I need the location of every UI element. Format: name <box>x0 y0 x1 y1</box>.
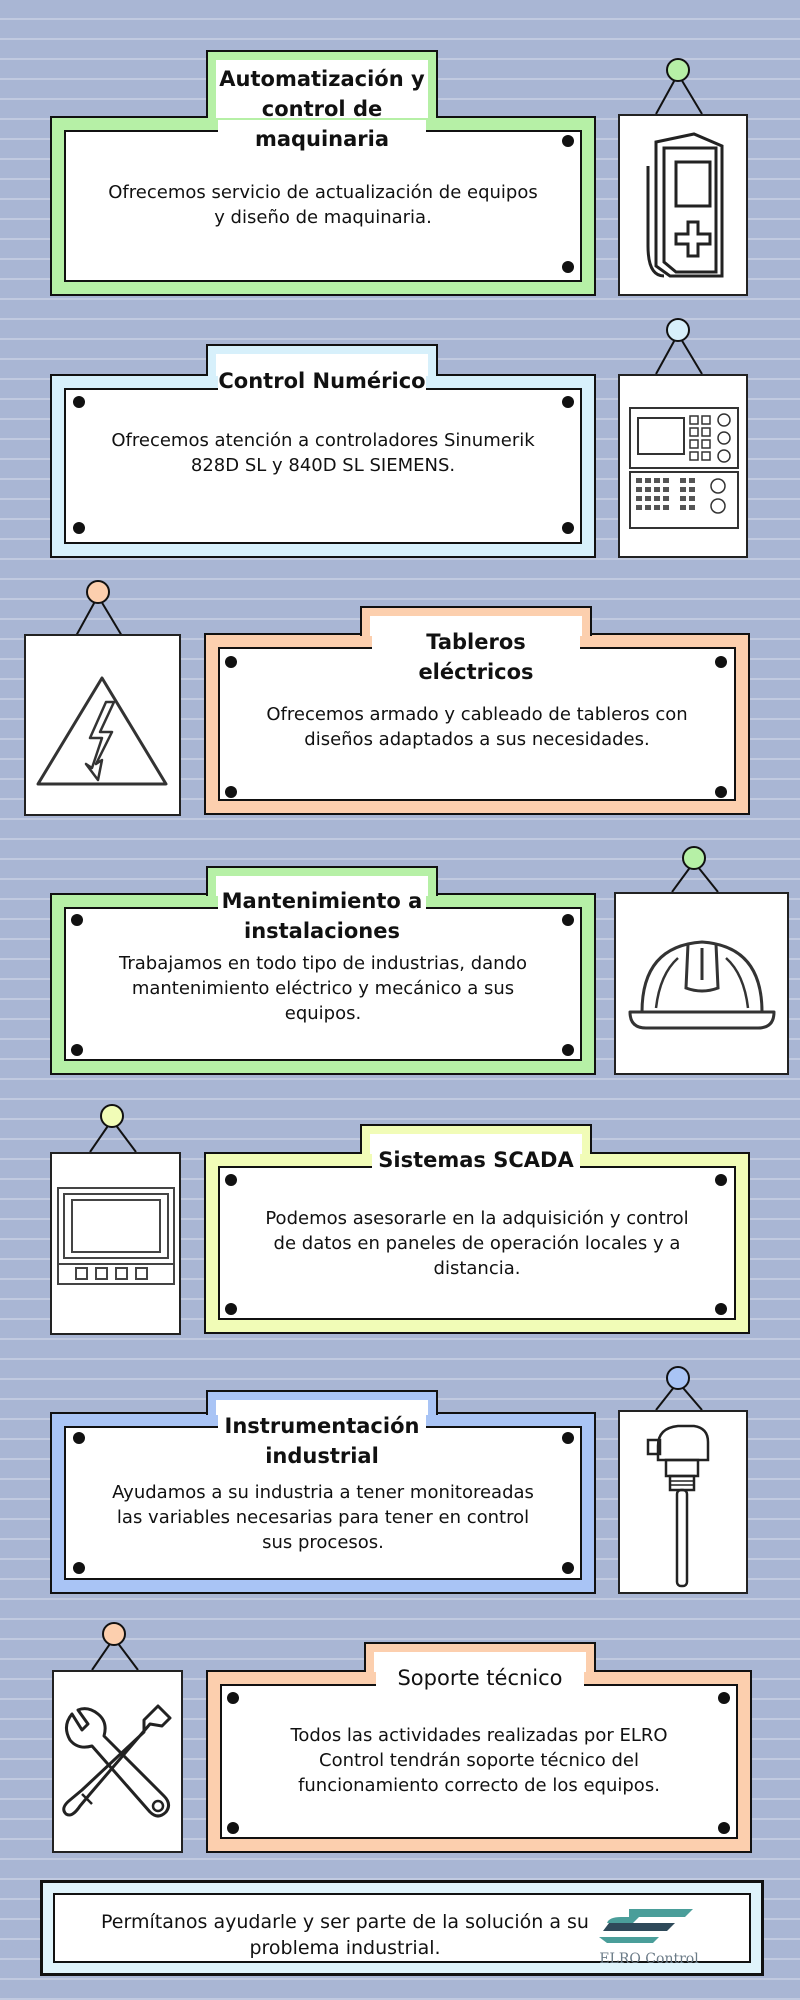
temperature-sensor-icon <box>644 1420 724 1590</box>
hard-hat-icon <box>626 928 778 1040</box>
footer-banner <box>40 1880 764 1976</box>
icon-frame <box>24 634 181 816</box>
screw-dot <box>71 1044 83 1056</box>
section-title: Control Numérico <box>218 369 426 393</box>
hanger-string <box>666 846 730 894</box>
cnc-controller-icon <box>628 406 740 530</box>
high-voltage-warning-icon <box>32 672 172 790</box>
screw-dot <box>715 656 727 668</box>
logo-text: ELRO Control <box>599 1951 699 1967</box>
icon-frame <box>618 374 748 558</box>
screw-dot <box>227 1692 239 1704</box>
section-title: Mantenimiento a instalaciones <box>221 889 423 943</box>
section-title: Automatización y control de maquinaria <box>219 67 425 151</box>
hanger-string <box>650 1366 714 1412</box>
wrench-screwdriver-icon <box>58 1696 178 1832</box>
section-description: Ofrecemos servicio de actualización de equipos y diseño de maquinaria. <box>108 182 538 228</box>
section-description: Trabajamos en todo tipo de industrias, dando mantenimiento eléctrico y mecánico a sus equipos. <box>118 953 528 1024</box>
footer-message: Permítanos ayudarle y ser parte de la solución a su problema industrial. <box>101 1911 589 1959</box>
section-title: Tableros eléctricos <box>418 630 534 684</box>
section-title: Soporte técnico <box>397 1666 563 1690</box>
screw-dot <box>718 1692 730 1704</box>
screw-dot <box>73 1432 85 1444</box>
screw-dot <box>562 1562 574 1574</box>
screw-dot <box>562 135 574 147</box>
control-panel-device-icon <box>634 126 734 286</box>
hanger-string <box>70 580 134 638</box>
section-description: Ofrecemos atención a controladores Sinumerik 828D SL y 840D SL SIEMENS. <box>111 430 535 476</box>
screw-dot <box>225 786 237 798</box>
hanger-string <box>650 318 714 376</box>
screw-dot <box>562 522 574 534</box>
screw-dot <box>73 522 85 534</box>
icon-frame <box>50 1152 181 1335</box>
screw-dot <box>227 1822 239 1834</box>
screw-dot <box>225 656 237 668</box>
section-description: Ofrecemos armado y cableado de tableros con diseños adaptados a sus necesidades. <box>266 704 688 750</box>
screw-dot <box>225 1174 237 1186</box>
screw-dot <box>73 1562 85 1574</box>
screw-dot <box>225 1303 237 1315</box>
screw-dot <box>562 1432 574 1444</box>
screw-dot <box>715 786 727 798</box>
icon-frame <box>618 114 748 296</box>
screw-dot <box>562 914 574 926</box>
section-description: Ayudamos a su industria a tener monitoreadas las variables necesarias para tener en control sus procesos. <box>112 1482 534 1553</box>
icon-frame <box>618 1410 748 1594</box>
screw-dot <box>715 1174 727 1186</box>
screw-dot <box>73 396 85 408</box>
footer-inner <box>53 1893 751 1967</box>
hanger-string <box>84 1104 148 1154</box>
section-description: Todos las actividades realizadas por ELRO Control tendrán soporte técnico del funcionamiento correcto de los equipos. <box>290 1725 668 1796</box>
section-title: Instrumentación industrial <box>224 1414 420 1468</box>
icon-frame <box>52 1670 183 1853</box>
elro-logo-mark-icon <box>589 1903 709 1947</box>
hanger-string <box>650 58 714 116</box>
screw-dot <box>718 1822 730 1834</box>
screw-dot <box>562 1044 574 1056</box>
screw-dot <box>562 396 574 408</box>
hanger-string <box>86 1622 150 1672</box>
icon-frame <box>614 892 789 1075</box>
elro-logo <box>589 1903 709 1967</box>
screw-dot <box>71 914 83 926</box>
screw-dot <box>562 261 574 273</box>
operator-panel-icon <box>56 1186 176 1286</box>
screw-dot <box>715 1303 727 1315</box>
section-description: Podemos asesorarle en la adquisición y control de datos en paneles de operación locales y a distancia. <box>265 1208 689 1279</box>
section-title: Sistemas SCADA <box>378 1148 574 1172</box>
